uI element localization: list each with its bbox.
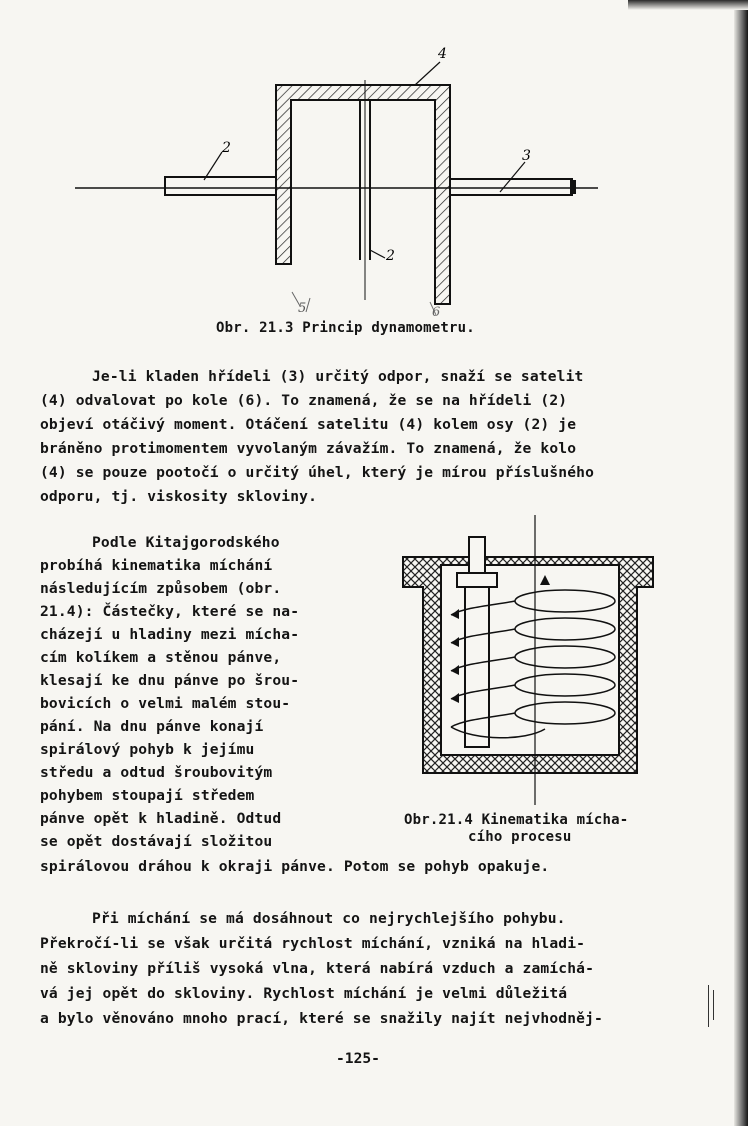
text-line: bráněno protimomentem vyvolaným závažím. To znamená, že kolo	[40, 440, 577, 457]
scan-edge-top	[628, 0, 748, 10]
stray-mark	[713, 990, 714, 1020]
text-line: 21.4): Částečky, které se na-	[40, 603, 300, 620]
text-line: (4) odvalovat po kole (6). To znamená, že se na hřídeli (2)	[40, 392, 568, 409]
text-line: následujícím způsobem (obr.	[40, 580, 282, 597]
text-line: a bylo věnováno mnoho prací, které se snažily najít nejvhodněj-	[40, 1010, 603, 1027]
page-number: -125-	[336, 1050, 380, 1067]
text-line: se opět dostávají složitou	[40, 833, 273, 850]
stray-mark	[708, 985, 709, 1027]
figure-label-3: 3	[522, 148, 531, 164]
text-line: vá jej opět do skloviny. Rychlost míchání je velmi důležitá	[40, 985, 568, 1002]
text-line: Překročí-li se však určitá rychlost míchání, vzniká na hladi-	[40, 935, 586, 952]
text-line: odporu, tj. viskosity skloviny.	[40, 488, 318, 505]
text-line: cím kolíkem a stěnou pánve,	[40, 649, 282, 666]
text-line: cházejí u hladiny mezi mícha-	[40, 626, 300, 643]
text-line: bovicích o velmi malém stou-	[40, 695, 291, 712]
figure-21-4-caption-line-1: Obr.21.4 Kinematika mícha-	[404, 812, 629, 828]
text-line: klesají ke dnu pánve po šrou-	[40, 672, 300, 689]
text-line: Při míchání se má dosáhnout co nejrychlejšího pohybu.	[92, 910, 566, 927]
figure-21-3-dynamometer	[70, 40, 610, 320]
figure-label-2-left: 2	[222, 140, 231, 156]
text-line: středu a odtud šroubovitým	[40, 764, 273, 781]
figure-21-4-caption-line-2: cího procesu	[468, 829, 572, 845]
text-line: (4) se pouze pootočí o určitý úhel, který je mírou příslušného	[40, 464, 595, 481]
text-line: pání. Na dnu pánve konají	[40, 718, 264, 735]
text-line: spirálovou dráhou k okraji pánve. Potom se pohyb opakuje.	[40, 858, 550, 875]
text-line: Je-li kladen hřídeli (3) určitý odpor, snaží se satelit	[92, 368, 584, 385]
figure-label-4: 4	[438, 46, 447, 62]
figure-21-4-mixing	[395, 515, 665, 805]
text-line: pohybem stoupají středem	[40, 787, 255, 804]
text-line: probíhá kinematika míchání	[40, 557, 273, 574]
text-line: objeví otáčivý moment. Otáčení satelitu (4) kolem osy (2) je	[40, 416, 577, 433]
figure-label-5: 5	[298, 301, 307, 316]
figure-label-6: 6	[432, 305, 441, 320]
text-line: ně skloviny příliš vysoká vlna, která nabírá vzduch a zamíchá-	[40, 960, 595, 977]
figure-21-3-caption: Obr. 21.3 Princip dynamometru.	[216, 320, 475, 336]
text-line: pánve opět k hladině. Odtud	[40, 810, 282, 827]
figure-label-2-axis: 2	[386, 248, 395, 264]
text-line: spirálový pohyb k jejímu	[40, 741, 255, 758]
scan-edge	[734, 0, 748, 1126]
text-line: Podle Kitajgorodského	[92, 534, 280, 551]
